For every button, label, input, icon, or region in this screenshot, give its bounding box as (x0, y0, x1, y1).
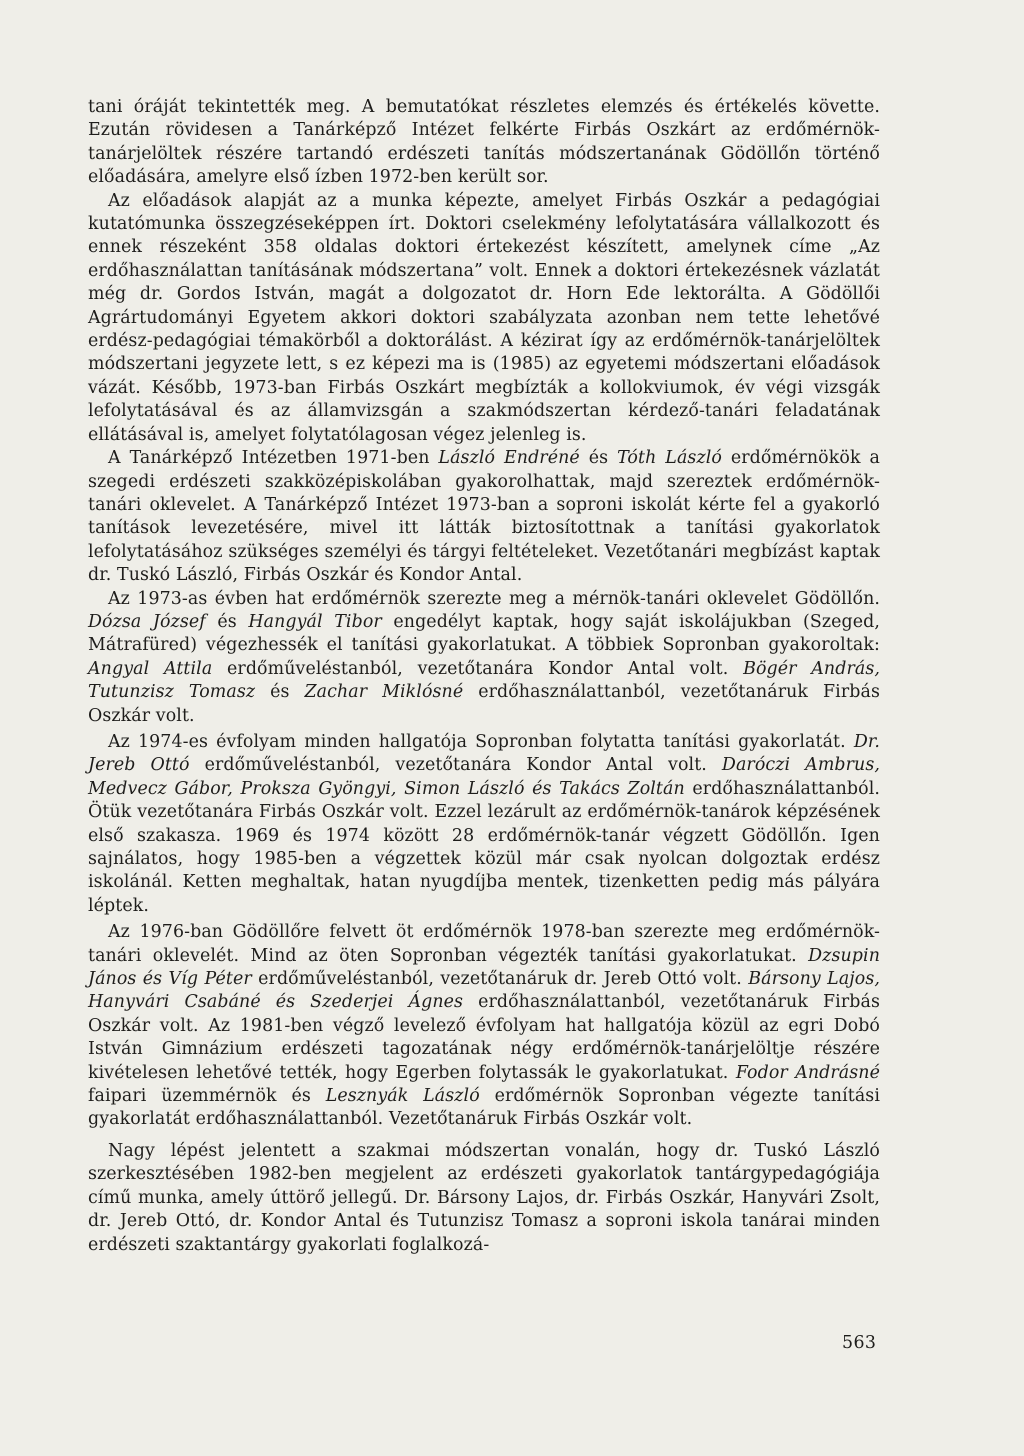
italic-name: Daróczi Ambrus, Medvecz Gábor, Proksza Gyöngyi, Simon László és Takács Zoltán (88, 755, 881, 799)
paragraph (88, 96, 880, 190)
text-run: tani óráját tekintették meg. A bemutatókat részletes elemzés és értékelés követte. Ezután rövidesen a Tanárképző Intézet felkérte Firbás Oszkárt az erdőmérnök-tanárjelöltek részére tartandó erdészeti tanítás módszertanának Gödöllőn történő előadására, amelyre első ízben 1972-ben került sor. (88, 97, 880, 188)
text-run: erdőműveléstanból, vezetőtanára Kondor Antal volt. (189, 755, 722, 776)
text-run: Az előadások alapját az a munka képezte, amelyet Firbás Oszkár a pedagógiai kutatómunka összegzéseképpen írt. Doktori cselekmény lefolytatására vállalkozott és ennek részeként 358 oldalas doktori értekezést készített, amelynek címe „Az erdőhasználattan tanításának módszertana” volt. Ennek a doktori értekezésnek vázlatát még dr. Gordos István, magát a dolgozatot dr. Horn Ede lektorálta. A Gödöllői Agrártudományi Egyetem akkori doktori szabályzata azonban nem tette lehetővé erdész-pedagógiai témakörből a doktorálást. A kézirat így az erdőmérnök-tanárjelöltek módszertani jegyzete lett, s ez képezi ma is (1985) az egyetemi módszertani előadások vázát. Később, 1973-ban Firbás Oszkárt megbízták a kollokviumok, év végi vizsgák lefolytatásával és az államvizsgán a szakmódszertan kérdező-tanári feladatának ellátásával is, amelyet folytatólagosan végez jelenleg is. (88, 190, 880, 445)
text-run: és (205, 611, 249, 632)
italic-name: Bögér András, Tutunzisz Tomasz (88, 658, 880, 703)
paragraph (88, 731, 880, 918)
italic-name: Lesznyák László (325, 1086, 480, 1107)
text-run: és (255, 682, 305, 703)
text-run: erdőműveléstanból, vezetőtanára Kondor Antal volt. (212, 658, 744, 679)
italic-name: Bársony Lajos, Hanyvári Csabáné és Szederjei Ágnes (88, 969, 881, 1013)
text-run: erdőhasználattanból. Ötük vezetőtanára Firbás Oszkár volt. Ezzel lezárult az erdőmérnök-tanárok képzésének első szakasza. 1969 és 1974 között 28 erdőmérnök-tanár végzett Gödöllőn. Igen sajnálatos, hogy 1985-ben a végzettek közül már csak nyolcan dolgoztak erdész iskolánál. Ketten meghaltak, hatan nyugdíjba mentek, tizenketten pedig más pályára léptek. (88, 778, 880, 916)
page-number: 563 (842, 1333, 877, 1353)
body-text (88, 96, 880, 1257)
italic-name: Dr. Jereb Ottó (88, 731, 880, 776)
text-run: Az 1974-es évfolyam minden hallgatója Sopronban folytatta tanítási gyakorlatát. (108, 731, 854, 752)
italic-name: Dózsa József (88, 611, 206, 632)
paragraph (88, 588, 880, 728)
text-run: faipari üzemmérnök és (88, 1086, 326, 1107)
italic-name: Hangyál Tibor (248, 611, 382, 632)
paragraph (88, 921, 880, 1132)
text-run: erdőműveléstanból, vezetőtanáruk dr. Jereb Ottó volt. (251, 969, 749, 990)
paragraph (88, 447, 880, 587)
italic-name: Dzsupin János és Víg Péter (88, 945, 880, 990)
text-run: erdőhasználattanból, vezetőtanáruk Firbás Oszkár volt. Az 1981-ben végző levelező évfolyam hat hallgatója közül az egri Dobó István Gimnázium erdészeti tagozatának négy erdőmérnök-tanárjelöltje részére kivételesen lehetővé tették, hogy Egerben folytassák le gyakorlatukat. (88, 992, 880, 1083)
text-run: erdőmérnök Sopronban végezte tanítási gyakorlatát erdőhasználattanból. Vezetőtanáruk Firbás Oszkár volt. (88, 1086, 880, 1130)
italic-name: Angyal Attila (88, 658, 213, 679)
text-run: engedélyt kaptak, hogy saját iskolájukban (Szeged, Mátrafüred) végezhessék el tanítási gyakorlatukat. A többiek Sopronban gyakoroltak: (88, 611, 881, 656)
italic-name: Fodor Andrásné (735, 1062, 880, 1083)
italic-name: Zachar Miklósné (304, 682, 464, 703)
text-run: erdőmérnökök a szegedi erdészeti szakközépiskolában gyakorolhattak, majd szereztek erdőmérnök-tanári oklevelet. A Tanárképző Intézet 1973-ban a soproni iskolát kérte fel a gyakorló tanítások levezetésére, mivel itt látták biztosítottnak a tanítási gyakorlatok lefolytatásához szükséges személyi és tárgyi feltételeket. Vezetőtanári megbízást kaptak dr. Tuskó László, Firbás Oszkár és Kondor Antal. (88, 448, 880, 586)
italic-name: László Endréné (438, 448, 580, 469)
paragraph (88, 190, 880, 447)
text-run: A Tanárképző Intézetben 1971-ben (108, 448, 439, 469)
paragraph (88, 1140, 880, 1257)
italic-name: Tóth László (617, 448, 722, 469)
text-run: Nagy lépést jelentett a szakmai módszertan vonalán, hogy dr. Tuskó László szerkesztésében 1982-ben megjelent az erdészeti gyakorlatok tantárgypedagógiája című munka, amely úttörő jellegű. Dr. Bársony Lajos, dr. Firbás Oszkár, Hanyvári Zsolt, dr. Jereb Ottó, dr. Kondor Antal és Tutunzisz Tomasz a soproni iskola tanárai minden erdészeti szaktantárgy gyakorlati foglalkozá- (88, 1140, 880, 1255)
text-run: és (579, 448, 618, 469)
text-run: Az 1973-as évben hat erdőmérnök szerezte meg a mérnök-tanári oklevelet Gödöllőn. (108, 588, 880, 609)
text-run: Az 1976-ban Gödöllőre felvett öt erdőmérnök 1978-ban szerezte meg erdőmérnök-tanári oklevelét. Mind az öten Sopronban végezték tanítási gyakorlatukat. (88, 922, 880, 966)
text-run: erdőhasználattanból, vezetőtanáruk Firbás Oszkár volt. (88, 682, 880, 726)
